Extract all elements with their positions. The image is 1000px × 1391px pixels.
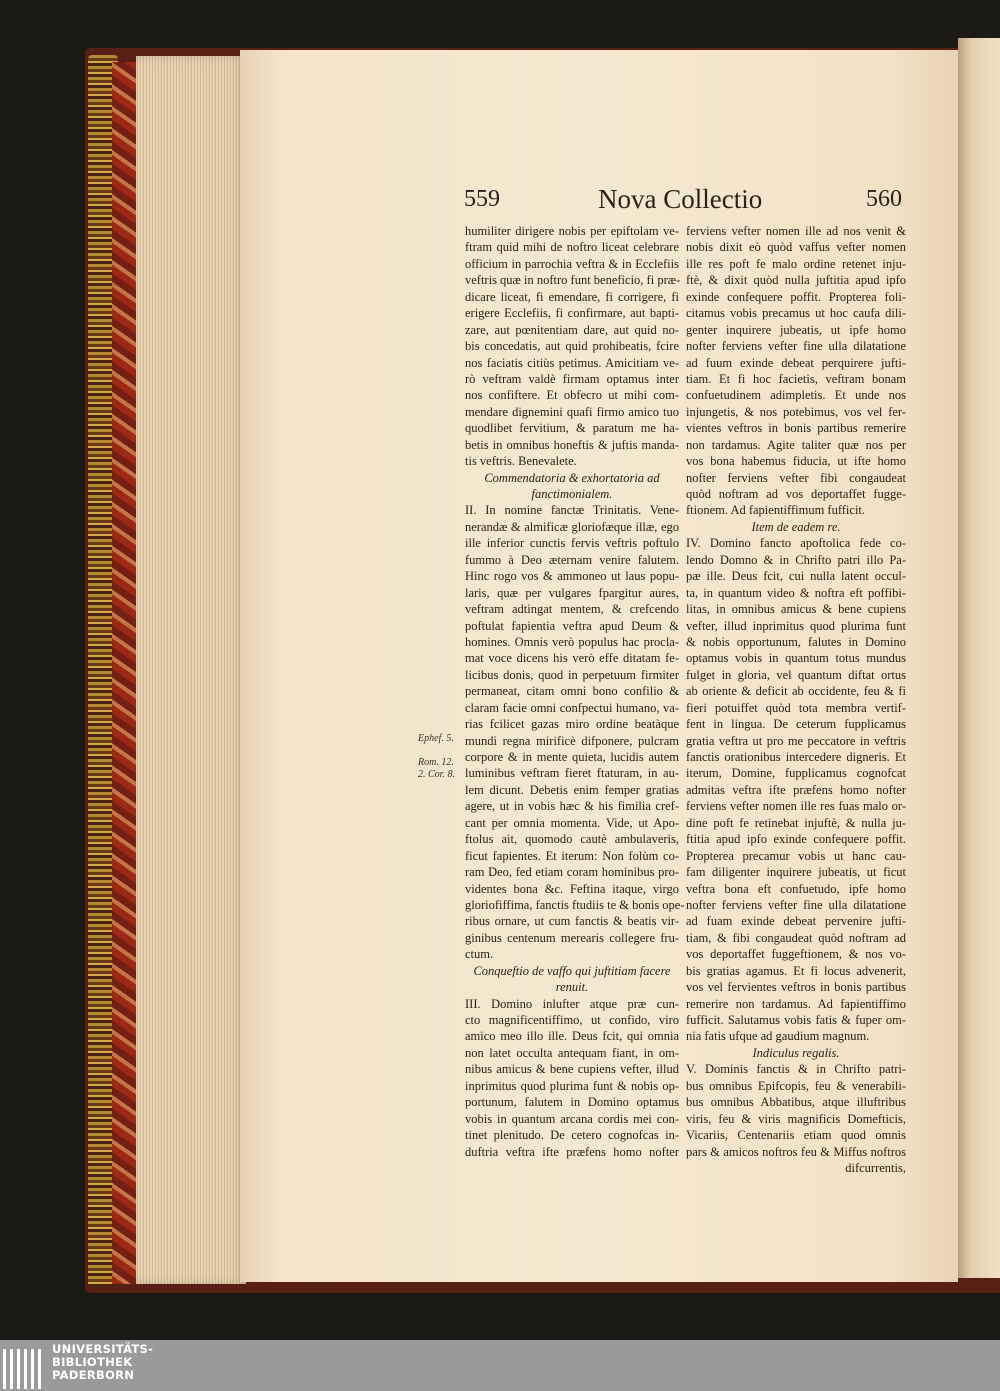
text-line: quodlibet fervitium, & paratum me ha- [465, 421, 679, 436]
text-line: tiam. Et fi hoc facietis, veftram bonam [686, 371, 906, 386]
text-line: ferviens vefter nomen ille res fuas malo or- [686, 799, 906, 814]
text-line: optamus vobis in quantum totus mundus [686, 651, 906, 666]
text-line: Propterea precamur vobis ut hanc cau- [686, 848, 906, 863]
text-line: quòd noftram ad vos deportaffet fugge- [686, 487, 906, 501]
text-line: ad fuum exinde debeat perquirere jufti- [686, 355, 906, 370]
text-line: nos confiftere. Et obfecro ut mihi com- [465, 388, 679, 403]
text-line: confuetudinem adimpletis. Et unde nos [686, 388, 906, 403]
text-line: III. Domino inlufter atque præ cun- [465, 996, 679, 1011]
text-line: erigere Ecclefiis, fi confirmare, aut bapti- [465, 306, 679, 321]
text-line: fummo à Deo æternam venire falutem. [465, 552, 679, 567]
text-line: ftionem. Ad fapientiffimum fufficit. [686, 503, 866, 518]
left-text-column [465, 223, 685, 1160]
text-line: & nobis opportunum, falutes in Domino [686, 634, 906, 649]
text-line: V. Dominis fanctis & in Chrifto patri- [686, 1062, 906, 1077]
text-line: admitas veftra ifte præfens homo nofter [686, 782, 906, 797]
text-line: nofter ferviens vefter fine ulla dilatatione [686, 897, 906, 912]
library-name-line2: BIBLIOTHEK [52, 1355, 133, 1369]
text-line: difcurrentis, [845, 1160, 906, 1175]
text-line: videntes bona &c. Feftina itaque, virgo [465, 881, 679, 896]
text-line: veftris quæ in noftro funt beneficio, fi præ- [465, 273, 681, 288]
text-line: nibus amicus & bene cupiens vefter, illud [465, 1062, 679, 1077]
text-line: fieri potuiffet quòd tota membra vertif- [686, 700, 906, 715]
text-line: licibus donis, quod in perpetuum firmiter [465, 667, 679, 682]
text-line: portunum, falutem in Domino optamus [465, 1095, 679, 1110]
left-page-number: 559 [464, 186, 500, 212]
library-name [52, 1343, 153, 1382]
text-line: nofter ferviens vefter fine ulla dilatatione [686, 339, 906, 354]
text-line: ad fuam exinde debeat pervenire jufti- [686, 914, 906, 929]
text-line: duftria veftra ifte præfens homo nofter [465, 1144, 679, 1159]
text-line: zare, aut pœnitentiam dare, aut quid no- [465, 322, 679, 337]
text-line: injungetis, & nos potebimus, vos vel fer- [686, 404, 906, 419]
text-line: mat voce dicens his verò effe ditatam fe- [465, 651, 679, 666]
text-line: ab oriente & deficit ab occidente, feu & fi [686, 684, 906, 699]
text-line: rias fcilicet gazas miro ordine beatàque [465, 717, 679, 732]
text-line: nofter ferviens vefter fibi congaudeat [686, 470, 906, 485]
text-line: veftram adtingat mentem, & crefcendo [465, 602, 679, 617]
text-line: permaneat, citam omni bono confilio & [465, 684, 679, 699]
text-line: gloriofiffima, fanctis ftudiis te & bonis ope- [465, 897, 685, 912]
text-line: ftitia apud ipfo exinde confequere poffit. [686, 832, 906, 847]
text-line: IV. Domino fancto apoftolica fede co- [686, 536, 906, 551]
text-line: ftram quid mihi de noftro liceat celebrare [465, 240, 679, 255]
section-heading: Indiculus regalis. [752, 1045, 840, 1060]
text-line: mundi regna mirificè difponere, pulcram [465, 733, 679, 748]
text-line: luminibus veftram fieret ftaturam, in au- [465, 766, 679, 781]
text-line: pæ ille. Deus fcit, cui nulla latent occul- [686, 569, 906, 584]
facing-page-edge [958, 38, 1000, 1278]
text-line: ram Deo, fed etiam coram hominibus pro- [465, 865, 679, 880]
page-stack-edges [136, 56, 246, 1284]
section-heading: Item de eadem re. [751, 519, 841, 534]
text-line: cant per omnia momenta. Vide, ut Apo- [465, 815, 679, 830]
text-line: ille inferior cunctis fervis veftris poftulo [465, 536, 679, 551]
text-line: lem dicunt. Debetis enim femper gratias [465, 782, 679, 797]
text-line: bus omnibus Epifcopis, feu & venerabili- [686, 1078, 906, 1093]
text-line: cto magnificentiffimo, ut confido, viro [465, 1013, 679, 1027]
text-line: ille res poft fe malo ordine retenet inju- [686, 256, 906, 271]
text-line: ctum. [465, 947, 494, 962]
text-line: dine poft fe retinebat injuftè, & nulla ju- [686, 815, 906, 830]
text-line: Hinc rogo vos & ammoneo ut laus popu- [465, 569, 679, 584]
text-line: nos faciatis citiùs petimus. Amicitiam ve- [465, 355, 679, 370]
text-line: non tardamus. Agite taliter quæ nos per [686, 437, 906, 452]
text-line: litas, in omnibus amicus & bene cupiens [686, 602, 906, 617]
text-line: fulget in gloria, vel quantum diftat ortus [686, 667, 906, 682]
text-line: ginibus centenum merearis collegere fru- [465, 930, 679, 945]
text-line: gratia veftra ut pro me peccatore in veftris [686, 733, 906, 748]
margin-note-ephesians: Ephef. 5. [418, 733, 454, 744]
text-line: ribus ornare, ut cum fanctis & beatis vir- [465, 914, 679, 929]
text-line: inprimitus quod plurima funt & nobis op- [465, 1078, 679, 1093]
text-line: viris, feu & viris magnificis Domefticis, [686, 1111, 906, 1126]
text-line: dicare liceat, fi emendare, fi corrigere, fi [465, 289, 679, 304]
text-line: claram facie omni confpectui humano, va- [465, 700, 679, 715]
text-line: tis veftris. Benevalete. [465, 454, 577, 469]
margin-note-corinthians: 2. Cor. 8. [418, 769, 455, 780]
text-line: ta, in quantum video & noftra eft poffibi- [686, 585, 906, 600]
text-line: tinet plenitudo. De cetero cognofcas in- [465, 1128, 679, 1143]
text-line: nia fatis ufque ad gaudium magnum. [686, 1029, 870, 1044]
text-line: rò veftram valdè firmam optamus inter [465, 371, 679, 386]
text-line: bis gratias agamus. Et fi locus advenerit, [686, 963, 906, 978]
text-line: vos deportaffet fuggeftionem, & nos vo- [686, 947, 906, 962]
text-line: ferviens vefter nomen ille ad nos venit & [686, 224, 906, 238]
text-line: humiliter dirigere nobis per epiftolam ve- [465, 224, 679, 238]
text-line: poftulat fapientia veftra apud Deum & [465, 618, 679, 633]
text-line: mendare dignemini quafi firmo amico tuo [465, 404, 679, 419]
text-line: vientes veftros in bonis partibus remerire [686, 421, 906, 436]
section-heading: Commendatoria & exhortatoria ad [484, 470, 660, 485]
text-line: vefter, illud inprimitus quod plurima funt [686, 618, 906, 633]
text-line: II. In nomine fanctæ Trinitatis. Vene- [465, 503, 679, 518]
text-line: agere, ut in vobis hæc & his fimilia cref- [465, 799, 679, 814]
text-line: vos bona habemus fiducia, ut ifte homo [686, 454, 906, 469]
text-line: ftolus ait, quomodo cautè ambulaveris, [465, 832, 679, 847]
section-heading: Conqueftio de vaffo qui juftitiam facere [473, 963, 671, 978]
text-line: nerandæ & almificæ gloriofæque illæ, ego [465, 519, 679, 534]
text-line: officium in parrochia veftra & in Ecclefiis [465, 256, 679, 271]
library-name-line1: UNIVERSITÄTS- [52, 1342, 154, 1356]
text-line: corpore & in mente quieta, lucidis autem [465, 750, 679, 764]
text-line: tiam, & fibi congaudeat quòd noftram ad [686, 930, 906, 945]
library-logo-icon [0, 1345, 50, 1391]
text-line: bis concedatis, aut quid prohibeatis, fcire [465, 339, 679, 354]
text-line: genter inquirere jubeatis, ut ipfe homo [686, 322, 906, 337]
text-line: homines. Omnis verò populus hac procla- [465, 634, 679, 649]
text-line: exinde confequere poffit. Propterea foli- [686, 289, 906, 304]
text-line: fam diligenter inquirere jubeatis, ut ficut [686, 865, 906, 880]
text-line: ficut fapientes. Et iterum: Non folùm co- [465, 848, 679, 863]
text-line: Vicariis, Centenariis etiam quod omnis [686, 1128, 906, 1143]
text-line: bus omnibus Abbatibus, atque illuftribus [686, 1095, 906, 1110]
right-text-column [686, 223, 906, 1176]
text-line: amico meo illo ille. Deus fcit, qui omnia [465, 1029, 679, 1044]
text-line: remerire non tardamus. Ad fapientiffimo [686, 996, 906, 1011]
text-line: betis in omnibus honeftis & juftis manda- [465, 437, 679, 452]
margin-note-romans: Rom. 12. [418, 757, 454, 768]
text-line: laris, quæ per vulgares fpargitur aures, [465, 585, 679, 600]
text-line: fufficit. Salutamus vobis fatis & fuper om- [686, 1013, 906, 1027]
text-line: fanctis orationibus intercedere digneris. Et [686, 750, 906, 764]
text-line: non latet occulta antequam fiant, in om- [465, 1045, 679, 1060]
text-line: iterum, Domine, fupplicamus cognofcat [686, 766, 906, 781]
text-line: ftè, & dixit quòd nulla juftitia apud ipfo [686, 273, 906, 288]
text-line: veftra bona eft confuetudo, ipfe homo [686, 881, 906, 896]
text-line: pars & amicos noftros feu & Miffus noftros [686, 1144, 906, 1159]
text-line: citamus vobis precamus ut hoc caufa dili- [686, 306, 906, 321]
right-page-number: 560 [866, 186, 902, 212]
text-line: lendo Domno & in Chrifto patri illo Pa- [686, 552, 906, 567]
text-line: vobis in quantum arcana cordis mei con- [465, 1111, 679, 1126]
text-line: vos vel fervientes veftros in bonis partibus [686, 980, 906, 995]
section-heading: renuit. [555, 980, 589, 995]
text-line: nobis dixit eò quòd vaffus vefter nomen [686, 240, 906, 255]
running-head-title: Nova Collectio [598, 184, 763, 214]
library-name-line3: PADERBORN [52, 1368, 135, 1382]
section-heading: fanctimonialem. [531, 487, 613, 501]
text-line: fent in lingua. De ceterum fupplicamus [686, 717, 906, 732]
